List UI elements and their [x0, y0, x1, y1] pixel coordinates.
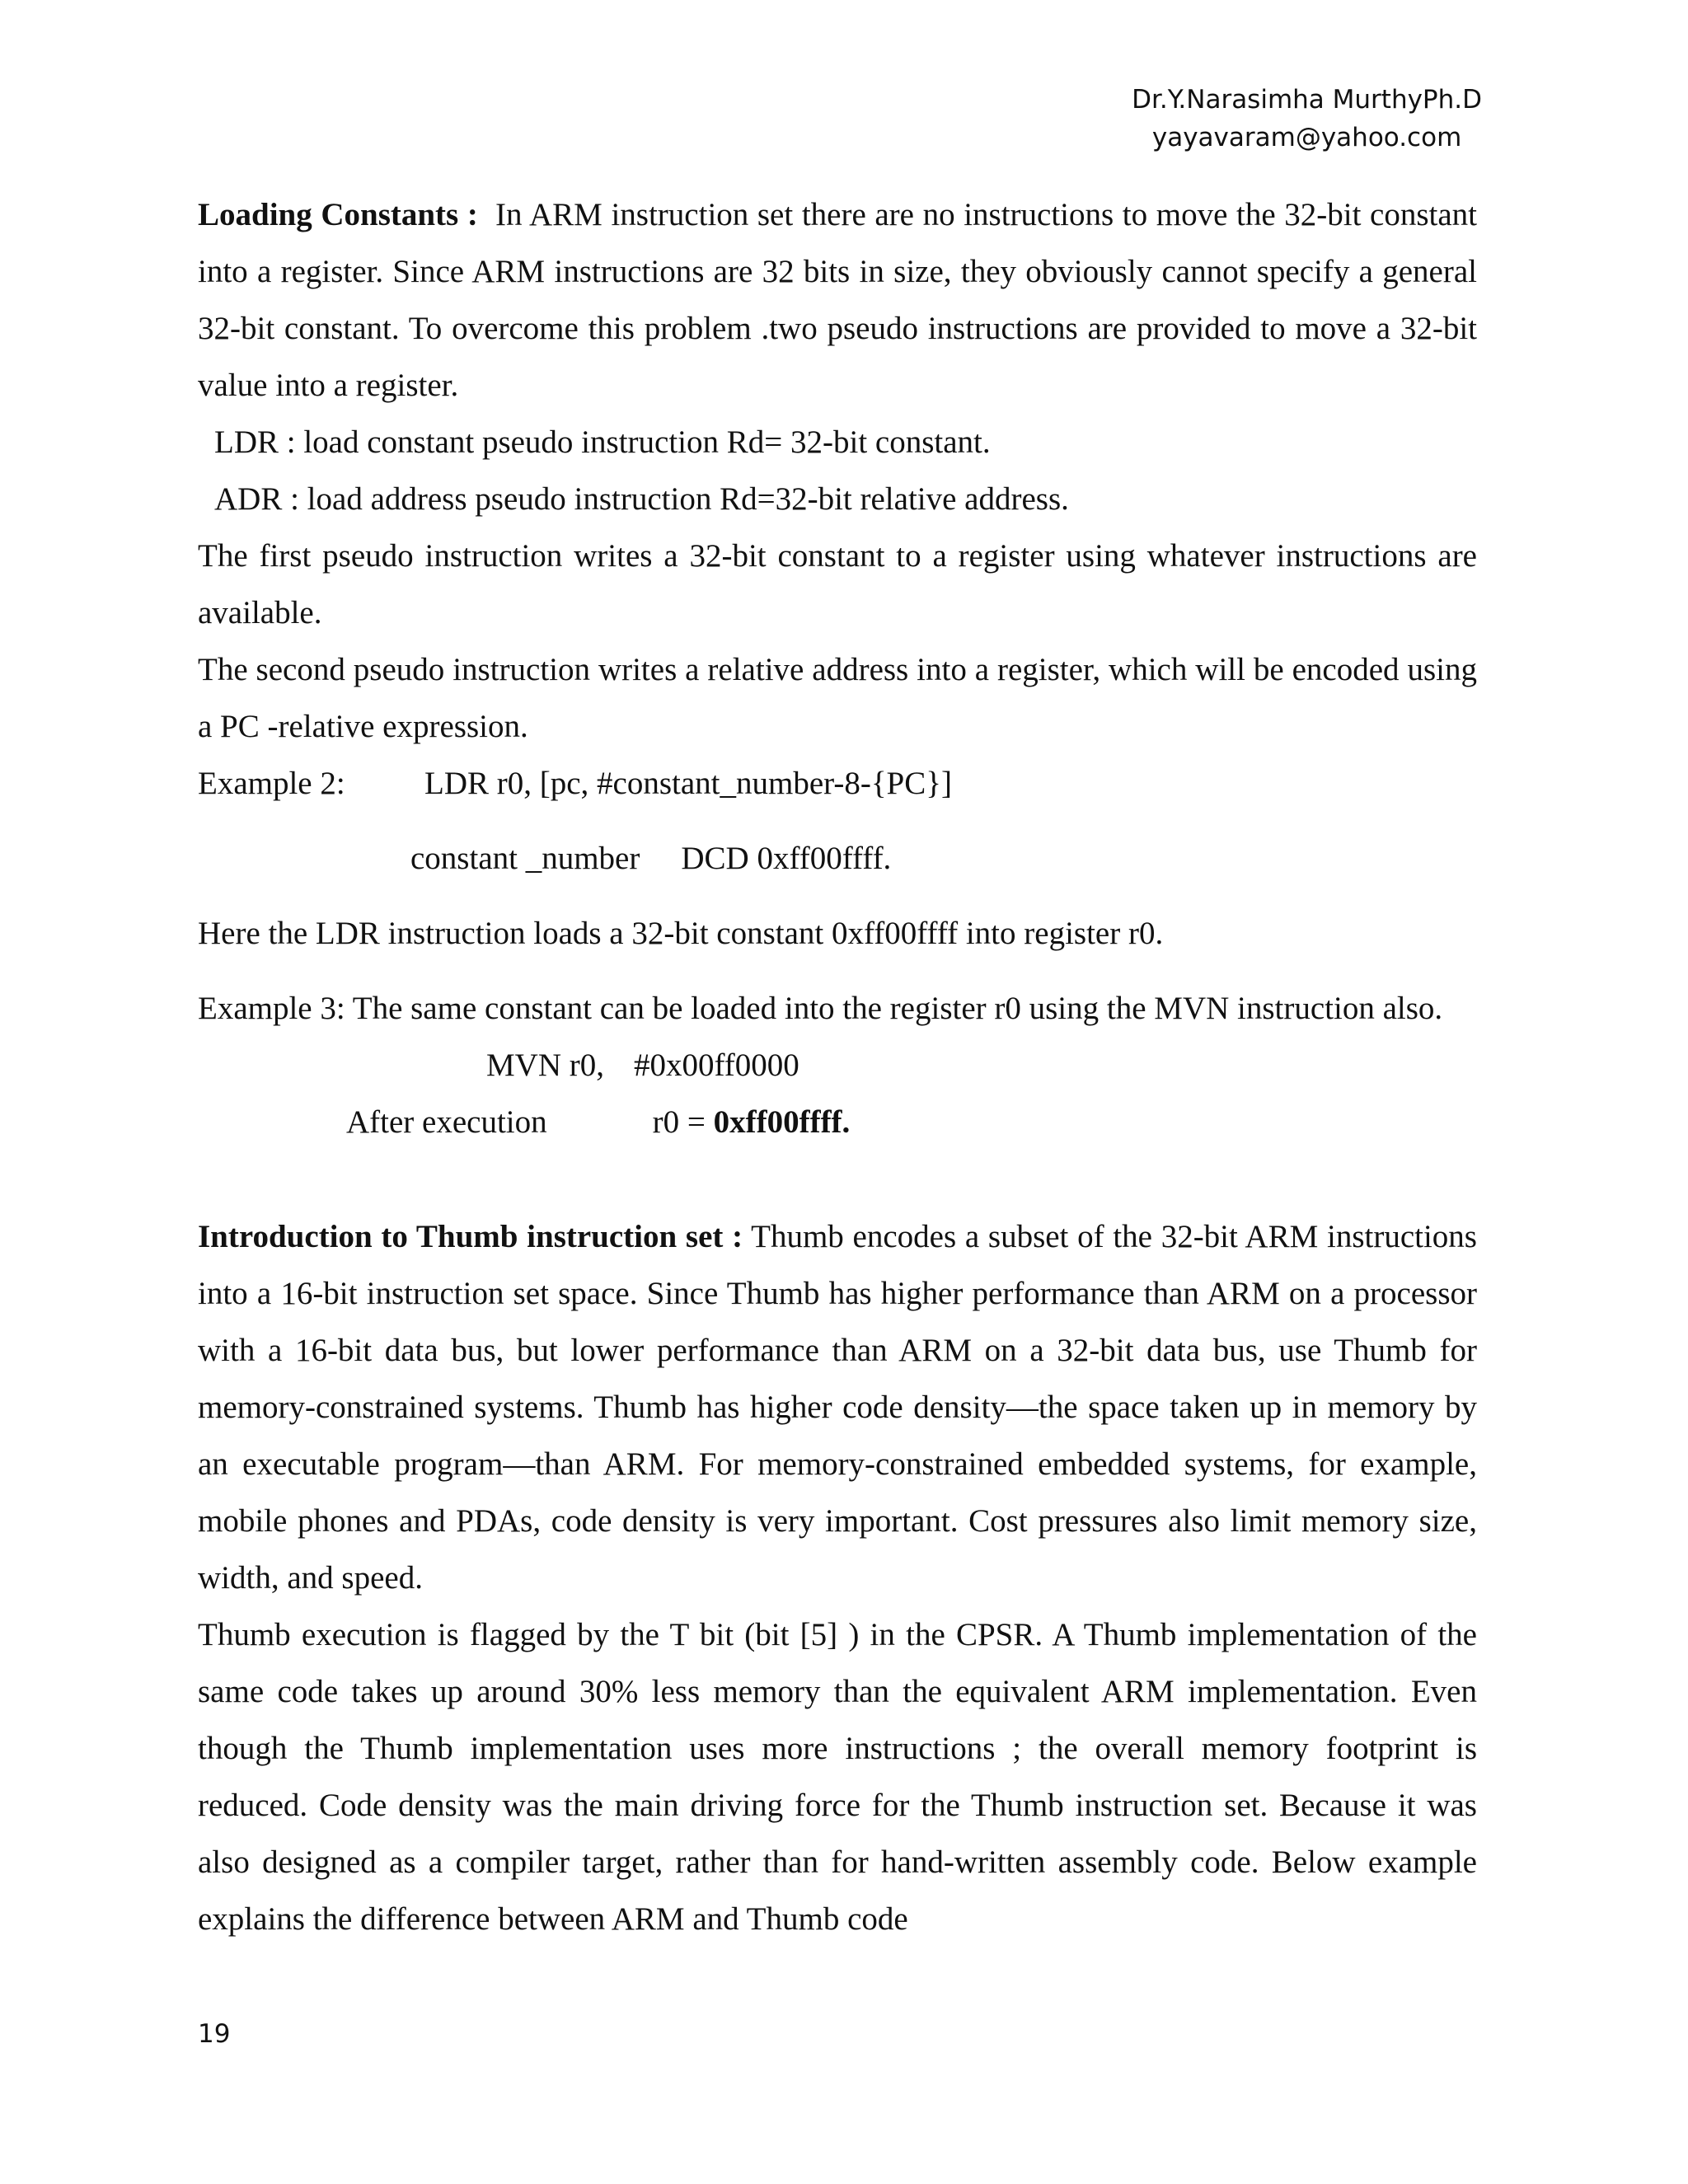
- example2-const-value: DCD 0xff00ffff.: [681, 841, 892, 876]
- mvn-operand: #0x00ff0000: [634, 1047, 799, 1083]
- thumb-execution-paragraph: Thumb execution is flagged by the T bit (bit [5] ) in the CPSR. A Thumb implementation of the same code takes up around 30% less memory than the equivalent ARM implementation. Even though the Thumb implementation uses more instructions ; the overall memory footprint is reduced. Code density was the main driving force for the Thumb instruction set. Because it was also designed as a compiler target, rather than for hand-written assembly code. Below example explains the difference between ARM and Thumb code: [198, 1617, 1477, 1937]
- loading-constants-heading: Loading Constants :: [198, 197, 478, 232]
- thumb-intro-text: Thumb encodes a subset of the 32-bit ARM instructions into a 16-bit instruction set space. Since Thumb has higher performance than ARM on a processor with a 16-bit data bus, but lower performance than ARM on a 32-bit data bus, use Thumb for memory-constrained systems. Thumb has higher code density—the space taken up in memory by an executable program—than ARM. For memory-constrained embedded systems, for example, mobile phones and PDAs, code density is very important. Cost pressures also limit memory size, width, and speed.: [198, 1219, 1477, 1596]
- after-execution-line: [198, 1094, 1477, 1151]
- adr-definition: ADR : load address pseudo instruction Rd=32-bit relative address.: [214, 481, 1069, 517]
- example2-label: Example 2:: [198, 766, 345, 801]
- author-name: Dr.Y.Narasimha MurthyPh.D: [1132, 85, 1482, 115]
- example2-line: [198, 755, 1477, 812]
- after-execution-label: After execution: [346, 1104, 547, 1140]
- thumb-intro-heading: Introduction to Thumb instruction set :: [198, 1219, 743, 1254]
- result-prefix: r0 =: [652, 1104, 706, 1140]
- mvn-instruction: MVN r0,: [486, 1047, 604, 1083]
- thumb-intro-paragraph: [198, 1208, 1477, 1606]
- loading-constants-intro: In ARM instruction set there are no instructions to move the 32-bit constant into a register. Since ARM instructions are 32 bits in size, they obviously cannot specify a general 32-bit constant. To overcome this problem .two pseudo instructions are provided to move a 32-bit value into a register.: [198, 197, 1477, 403]
- page-header: [1132, 81, 1482, 157]
- example2-code: LDR r0, [pc, #constant_number-8-{PC}]: [424, 766, 952, 801]
- page-content: [198, 186, 1477, 1947]
- page-number: 19: [198, 2019, 231, 2049]
- first-pseudo-paragraph: The first pseudo instruction writes a 32-bit constant to a register using whatever instructions are available.: [198, 538, 1477, 630]
- example2-explanation: Here the LDR instruction loads a 32-bit constant 0xff00ffff into register r0.: [198, 916, 1164, 951]
- result-value: 0xff00ffff.: [713, 1104, 851, 1140]
- ldr-definition: LDR : load constant pseudo instruction Rd= 32-bit constant.: [214, 424, 991, 460]
- loading-constants-paragraph: [198, 186, 1477, 414]
- mvn-instruction-line: [198, 1037, 1477, 1094]
- second-pseudo-paragraph: The second pseudo instruction writes a relative address into a register, which will be encoded using a PC -relative expression.: [198, 652, 1477, 744]
- example2-const-name: constant _number: [410, 841, 640, 876]
- author-email: yayavaram@yahoo.com: [1151, 123, 1462, 152]
- example2-constant-line: [198, 830, 1477, 887]
- example3-text: Example 3: The same constant can be loaded into the register r0 using the MVN instruction also.: [198, 991, 1443, 1026]
